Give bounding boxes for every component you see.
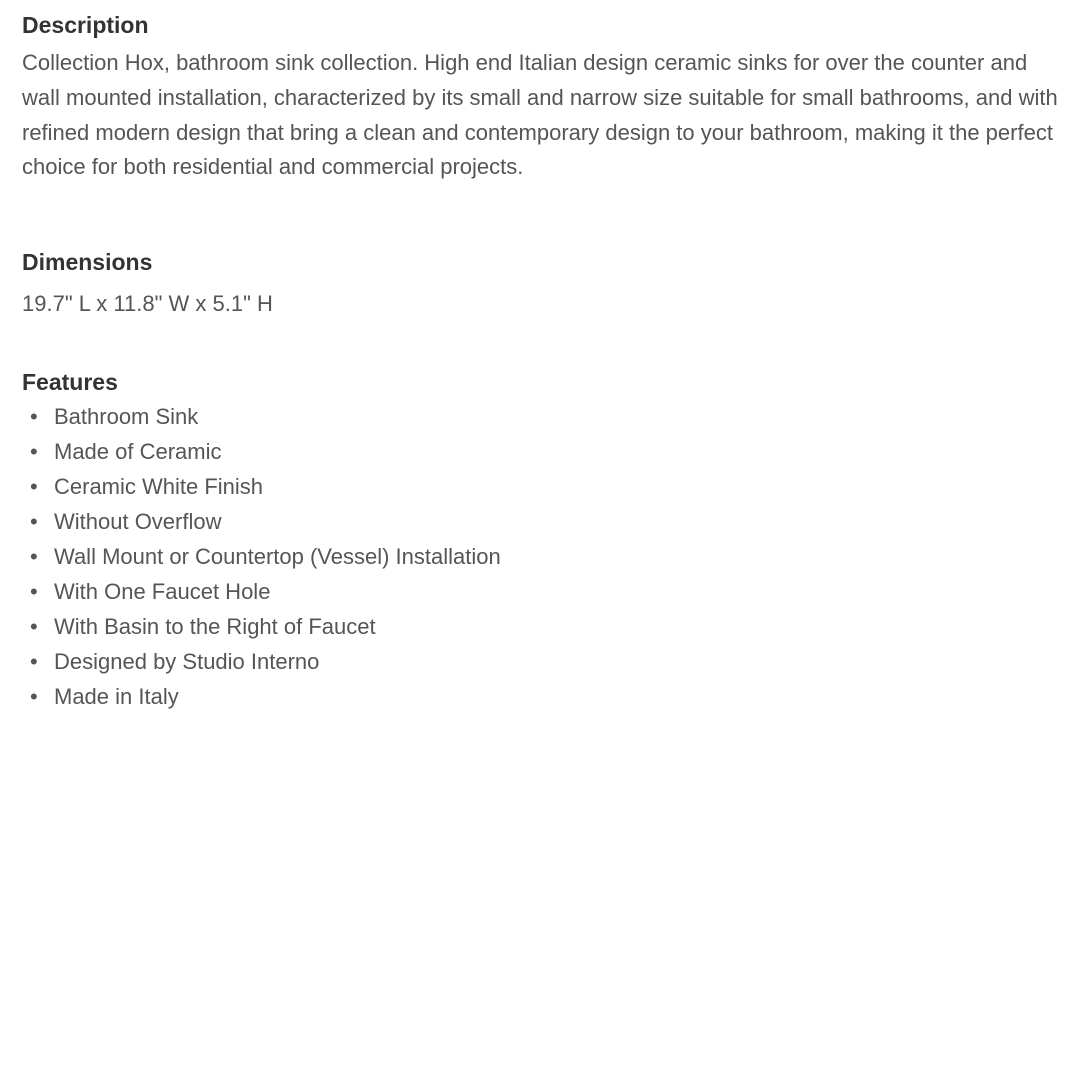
list-item [22, 399, 1058, 434]
feature-text: Without Overflow [54, 509, 222, 535]
list-item [22, 539, 1058, 574]
description-text: Collection Hox, bathroom sink collection. High end Italian design ceramic sinks for over the counter and wall mounted installation, characterized by its small and narrow size suitable for small bathrooms, and with refined modern design that bring a clean and contemporary design to your bathroom, making it the perfect choice for both residential and commercial projects. [22, 50, 1058, 180]
bullet-icon: • [30, 684, 38, 710]
bullet-icon: • [30, 404, 38, 430]
feature-text: With Basin to the Right of Faucet [54, 614, 376, 640]
bullet-icon: • [30, 579, 38, 605]
bullet-icon: • [30, 439, 38, 465]
dimensions-text: 19.7" L x 11.8" W x 5.1" H [22, 291, 273, 317]
feature-text: With One Faucet Hole [54, 579, 271, 605]
list-item [22, 574, 1058, 609]
feature-text: Ceramic White Finish [54, 474, 264, 500]
features-heading: Features [22, 369, 118, 396]
list-item [22, 504, 1058, 539]
feature-text: Bathroom Sink [54, 404, 199, 430]
bullet-icon: • [30, 474, 38, 500]
section-spacer [22, 321, 1058, 365]
features-list [22, 399, 1058, 714]
list-item [22, 469, 1058, 504]
bullet-icon: • [30, 649, 38, 675]
bullet-icon: • [30, 544, 38, 570]
bullet-icon: • [30, 509, 38, 535]
section-spacer [22, 185, 1058, 245]
bullet-icon: • [30, 614, 38, 640]
feature-text: Wall Mount or Countertop (Vessel) Installation [54, 544, 501, 570]
list-item [22, 609, 1058, 644]
feature-text: Designed by Studio Interno [54, 649, 320, 675]
feature-text: Made of Ceramic [54, 439, 222, 465]
dimensions-heading: Dimensions [22, 249, 153, 276]
list-item [22, 679, 1058, 714]
list-item [22, 644, 1058, 679]
list-item [22, 434, 1058, 469]
description-heading: Description [22, 12, 149, 38]
feature-text: Made in Italy [54, 684, 179, 710]
